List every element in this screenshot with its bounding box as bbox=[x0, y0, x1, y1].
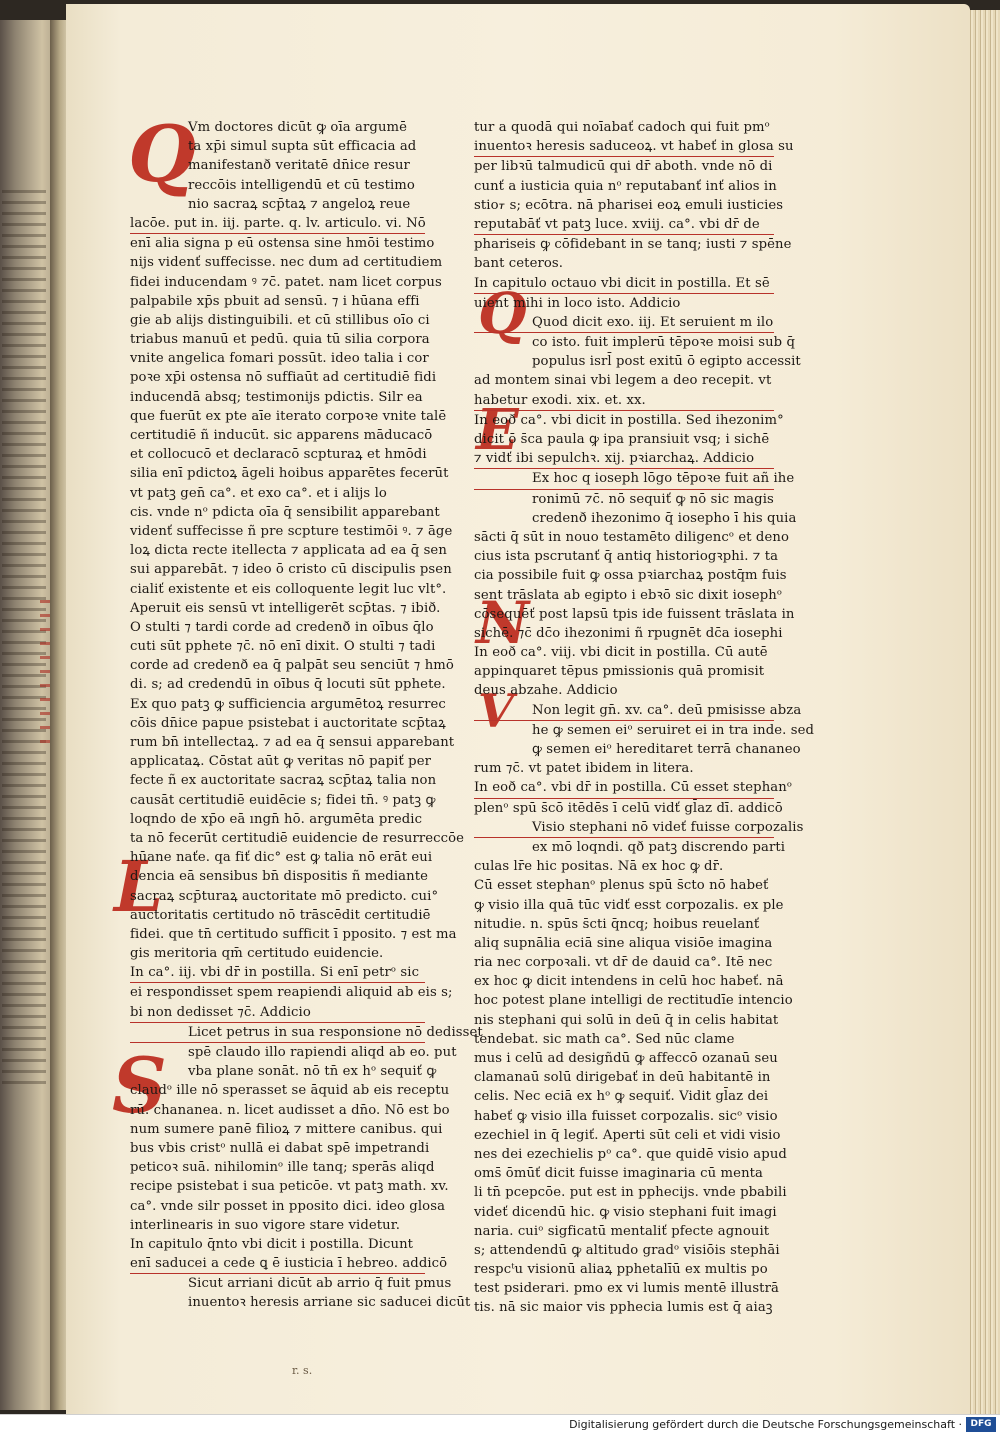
text-line: loꝝ dicta recte itellecta ⁊ applicata ad ea q̄ sen bbox=[130, 543, 447, 559]
text-line: causāt certitudiē euidēcie s; fidei tn̄. ꝰ patꝫ ꝙ bbox=[130, 792, 436, 808]
text-line: et collocucō et declaracō scpturaꝝ et hmōdi bbox=[130, 447, 427, 463]
text-line: num sumere panē filioꝝ ⁊ mittere canibus. qui bbox=[130, 1121, 443, 1137]
initial-s-left: S bbox=[112, 1041, 167, 1130]
text-line: cuti sūt pphete ⁊c̄. nō enī dixit. O stulti ⁊ tadi bbox=[130, 639, 436, 655]
text-line: loqndo de xp̄o eā ıngn̄ hō. argumēta predic bbox=[130, 811, 423, 827]
text-line: habetur exodi. xix. et. xx. bbox=[474, 391, 774, 411]
page-fore-edge bbox=[968, 10, 1000, 1414]
text-line: dicit ō s̄ca paula ꝙ ipa pransiuit vsq; i sichē bbox=[474, 432, 770, 447]
text-line: ezechiel in q̄ legiť. Aperti sūt celi et vidi visio bbox=[474, 1127, 781, 1143]
text-line: rū. chananea. n. licet audisset a dn̄o. Nō est bo bbox=[130, 1102, 450, 1118]
text-line: deus abzahe. Addicio bbox=[474, 683, 618, 699]
text-line: hoc potest plane intelligi de rectitudīe intencio bbox=[474, 993, 793, 1009]
text-line: dencia eā sensibus bn̄ dispositis ñ mediante bbox=[130, 869, 429, 885]
text-line: claudᵒ ille nō sperasset se āquid ab eis receptu bbox=[130, 1083, 450, 1099]
text-line: cis. vnde nᵒ pdicta oīa q̄ sensibilit apparebant bbox=[130, 504, 440, 520]
text-line: Cū esset stephanᵒ plenus spū s̄cto nō habeť bbox=[474, 878, 769, 894]
catchword: r. s. bbox=[292, 1364, 313, 1377]
text-line: nes dei ezechielis pᵒ ca°. que quidē visio apud bbox=[474, 1146, 787, 1162]
text-line: reputabāť vt patꝫ luce. xviij. ca°. vbi dr̄ de bbox=[474, 215, 774, 235]
text-line: corde ad credenð ea q̄ palpāt seu senciūt ⁊ hmō bbox=[130, 658, 454, 674]
text-line: hūane naťe. qa fiť dic° est ꝙ talia nō erāt eui bbox=[130, 850, 433, 866]
text-line: cunť a iusticia quia nᵒ reputabanť inť alios in bbox=[474, 178, 777, 194]
text-line: tur a quodā qui noīabať cadoch qui fuit pmᵒ bbox=[474, 120, 770, 135]
initial-l-left: L bbox=[114, 845, 164, 928]
text-line: tis. nā sic maior vis pphecia lumis est q̄ aiaꝫ bbox=[474, 1300, 773, 1316]
text-line: interlinearis in suo vigore stare videtur. bbox=[130, 1217, 401, 1233]
text-line: sācti q̄ sūt in nouo testamēto diligencᵒ et deno bbox=[474, 529, 790, 545]
text-line: s; attendendū ꝙ altitudo gradᵒ visiōis stephāi bbox=[474, 1242, 780, 1258]
text-line: In eoð ca°. viij. vbi dicit in postilla. Cū autē bbox=[474, 645, 768, 661]
text-line: mus i celū ad desigñdū ꝙ affeccō ozanaū seu bbox=[474, 1051, 778, 1066]
text-line: manifestanð veritatē dn̄ice resur bbox=[188, 158, 410, 174]
text-line: culas lr̄e hic positas. Nā ex hoc ꝙ dr̄. bbox=[474, 859, 724, 875]
text-line: que fuerūt ex pte aīe iterato corpoꝛe vnite talē bbox=[130, 408, 447, 424]
text-line: sacraꝝ scp̄turaꝝ auctoritate mō predicto. cui° bbox=[130, 888, 439, 904]
text-line: ta xp̄i simul supta sūt efficacia ad bbox=[188, 139, 417, 155]
text-line: sent trāslata ab egipto i ebꝛō sic dixit iosephᵒ bbox=[474, 587, 783, 603]
text-line: credenð ihezonimo q̄ iosepho ī his quia bbox=[532, 510, 797, 526]
text-line: di. s; ad credendū in oībus q̄ locuti sūt pphete. bbox=[130, 677, 446, 693]
text-line: cōsequēť post lapsū tpis ide fuissent trāslata in bbox=[474, 606, 795, 622]
text-line: ex hoc ꝙ dicit intendens in celū hoc habeť. nā bbox=[474, 974, 784, 990]
text-line: plenᵒ spū s̄cō itēdēs ī celū vidť gl̄az dī. addicō bbox=[474, 800, 783, 816]
initial-v-right: V bbox=[478, 684, 514, 738]
dfg-logo: DFG bbox=[966, 1417, 996, 1432]
text-line: Quod dicit exo. iij. Et seruient m ilo bbox=[474, 313, 774, 333]
text-line: co isto. fuit implerū tēpoꝛe moisi sub q̄ bbox=[532, 335, 796, 351]
footer-bar bbox=[0, 1414, 1000, 1435]
text-line: Ex quo patꝫ ꝙ sufficiencia argumētoꝝ resurrec bbox=[130, 696, 446, 712]
text-line: In capitulo octauo vbi dicit in postilla. Et sē bbox=[474, 274, 774, 294]
text-line: fecte ñ ex auctoritate sacraꝝ scp̄taꝝ talia non bbox=[130, 773, 437, 789]
text-line: In eoð ca°. vbi dr̄ in postilla. Cū esset stephanᵒ bbox=[474, 778, 774, 798]
text-line: per libꝛū talmudicū qui dr̄ aboth. vnde nō di bbox=[474, 159, 773, 175]
text-line: Aperuit eis sensū vt intelligerēt scp̄tas. ⁊ ibið. bbox=[130, 600, 441, 616]
text-line: inuentoꝛ heresis arriane sic saducei dicūt bbox=[188, 1295, 471, 1311]
text-line: rum ⁊c̄. vt patet ibidem in litera. bbox=[474, 761, 694, 777]
text-line: bus vbis cristᵒ nullā ei dabat spē impetrandi bbox=[130, 1140, 430, 1156]
text-line: oms̄ ōmūť dicit fuisse imaginaria cū menta bbox=[474, 1166, 764, 1182]
text-line: ta nō fecerūt certitudiē euidencie de resurreccōe bbox=[130, 830, 465, 846]
text-line: Licet petrus in sua responsione nō dedisset bbox=[130, 1023, 425, 1043]
text-line: gis meritoria qm̄ certitudo euidencie. bbox=[130, 946, 384, 962]
text-line: Vm doctores dicūt ꝙ oīa argumē bbox=[188, 120, 408, 135]
text-line: cius ista pscrutanť q̄ antiq historiogꝛphi. ⁊ ta bbox=[474, 549, 779, 565]
text-line: phariseis ꝙ cōfidebant in se tanq; iusti ⁊ spēne bbox=[474, 237, 792, 253]
text-line: In ca°. iij. vbi dr̄ in postilla. Si enī petrᵒ sic bbox=[130, 963, 425, 983]
text-line: he ꝙ semen eiᵒ seruiret ei in tra inde. sed bbox=[532, 722, 815, 738]
initial-q-right: Q bbox=[478, 281, 527, 347]
initial-e-right: E bbox=[476, 397, 519, 463]
text-line: aliq supnālia eciā sine aliqua visiōe imagina bbox=[474, 935, 773, 951]
text-line: ꝙ semen eiᵒ hereditaret terrā chananeo bbox=[532, 742, 801, 757]
text-line: certitudiē ñ inducūt. sic apparens māducacō bbox=[130, 428, 433, 443]
text-line: inuentoꝛ heresis saduceoꝝ. vt habeť in glosa su bbox=[474, 137, 774, 157]
text-line: ronimū ⁊c̄. nō sequiť ꝙ nō sic magis bbox=[532, 491, 774, 507]
text-line: auctoritatis certitudo nō trāscēdit certitudiē bbox=[130, 907, 431, 923]
text-line: vba plane sonāt. nō tn̄ ex hᵒ sequiť ꝙ bbox=[188, 1064, 437, 1080]
text-line: Ex hoc q ioseph lōgo tēpoꝛe fuit añ ihe bbox=[474, 469, 774, 489]
text-line: triabus manuū et pedū. quia tū silia corpora bbox=[130, 332, 430, 348]
text-line: tendebat. sic math ca°. Sed nūc clame bbox=[474, 1031, 735, 1047]
text-line: celis. Nec eciā ex hᵒ ꝙ sequiť. Vidit gl̄az dei bbox=[474, 1089, 769, 1105]
text-line: In eoð ca°. vbi dicit in postilla. Sed ihezonim° bbox=[474, 412, 784, 428]
text-line: vt patꝫ gen̄ ca°. et exo ca°. et i alijs lo bbox=[130, 485, 387, 501]
text-line: cōis dn̄ice papue psistebat i auctoritate scp̄taꝝ bbox=[130, 715, 446, 731]
text-line: sui apparebāt. ⁊ ideo ō cristo cū discipulis psen bbox=[130, 562, 452, 578]
text-line: nio sacraꝝ scp̄taꝝ ⁊ angeloꝝ reue bbox=[188, 196, 411, 212]
text-line: poꝛe xp̄i ostensa nō suffiaūt ad certitudiē fidi bbox=[130, 370, 437, 386]
text-line: nijs videnť suffecisse. nec dum ad certitudiem bbox=[130, 255, 443, 271]
facing-page-rubrics bbox=[40, 600, 50, 750]
text-line: videnť suffecisse ñ pre scpture testimōi ꝰ. ⁊ āge bbox=[130, 523, 453, 539]
text-line: bi non dedisset ⁊c̄. Addicio bbox=[130, 1003, 425, 1023]
text-line: ex mō loqndi. qð patꝫ discrendo parti bbox=[532, 839, 786, 855]
text-line: recipe psistebat i sua peticōe. vt patꝫ math. xv. bbox=[130, 1179, 449, 1195]
text-line: populus isrl̄ post exitū ō egipto accessit bbox=[532, 354, 801, 370]
text-line: li tn̄ pcepcōe. put est in pphecijs. vnde pbabili bbox=[474, 1185, 787, 1201]
text-line: habeť ꝙ visio illa fuisset corpozalis. sicᵒ visio bbox=[474, 1108, 778, 1124]
text-line: enī saducei a cede ꝗ ē iusticia ī hebreo. addicō bbox=[130, 1254, 425, 1274]
text-line: Non legit gn̄. xv. ca°. deū pmisisse abza bbox=[474, 701, 774, 721]
text-line: ria nec corpoꝛali. vt dr̄ de dauid ca°. Itē nec bbox=[474, 955, 773, 971]
text-line: silia enī pdictoꝝ āgeli hoibus apparētes fecerūt bbox=[130, 466, 449, 482]
text-line: appinquaret tēpus pmissionis quā promisit bbox=[474, 664, 765, 680]
text-line: nis stephani qui solū in deū q̄ in celis habitat bbox=[474, 1012, 779, 1028]
footer-credit: Digitalisierung gefördert durch die Deutsche Forschungsgemeinschaft · bbox=[569, 1418, 962, 1431]
text-line: peticoꝛ suā. nihilominᵒ ille tanq; sperās aliqd bbox=[130, 1160, 435, 1176]
initial-q-left: Q bbox=[128, 109, 196, 200]
text-line: uient mihi in loco isto. Addicio bbox=[474, 295, 681, 311]
text-line: reccōis intelligendū et cū testimo bbox=[188, 177, 415, 193]
text-line: videť dicendū hic. ꝙ visio stephani fuit imagi bbox=[474, 1204, 777, 1220]
text-line: enī alia signa p eū ostensa sine hmōi testimo bbox=[130, 236, 435, 252]
text-line: respcᵗu visionū aliaꝝ pphetalīū ex multis po bbox=[474, 1262, 768, 1278]
text-line: spē claudo illo rapiendi aliqd ab eo. put bbox=[188, 1045, 457, 1060]
text-line: ei respondisset spem reapiendi aliquid ab eis s; bbox=[130, 985, 453, 1001]
text-line: naria. cuiᵒ sigficatū mentaliť pfecte agnouit bbox=[474, 1223, 770, 1239]
text-line: ad montem sinai vbi legem a deo recepit. vt bbox=[474, 373, 772, 389]
text-line: ca°. vnde silr posset in pposito dici. ideo glosa bbox=[130, 1198, 446, 1214]
text-column-right bbox=[474, 118, 815, 1318]
text-line: In capitulo q̄nto vbi dicit i postilla. Dicunt bbox=[130, 1236, 414, 1252]
text-line: Sicut arriani dicūt ab arrio q̄ fuit pmus bbox=[188, 1276, 452, 1292]
text-line: ꝙ visio illa quā tūc vidť esst corpozalis. ex ple bbox=[474, 897, 784, 913]
text-line: ⁊ vidť ibi sepulchꝛ. xij. pꝛiarchaꝝ. Addicio bbox=[474, 449, 774, 469]
text-line: lacōe. put in. iij. parte. q. lv. articulo. vi. Nō bbox=[130, 214, 425, 234]
initial-n-right: N bbox=[476, 589, 530, 657]
text-line: bant ceteros. bbox=[474, 256, 564, 272]
text-line: rum bn̄ intellectaꝝ. ⁊ ad ea q̄ sensui apparebant bbox=[130, 735, 455, 750]
text-line: nitudie. n. spūs s̄cti q̄ncq; hoibus reuelanť bbox=[474, 916, 760, 932]
text-line: Visio stephani nō videť fuisse corpozalis bbox=[474, 818, 774, 838]
text-line: palpabile xp̄s pbuit ad sensū. ⁊ i hūana effi bbox=[130, 293, 420, 309]
text-line: gie ab alijs distinguibili. et cū stillibus oīo ci bbox=[130, 312, 430, 328]
text-column-left bbox=[128, 109, 483, 1313]
text-line: inducendā absq; testimonijs pdictis. Silr ea bbox=[130, 389, 423, 405]
text-line: fidei. que tn̄ certitudo sufficit ī pposito. ⁊ est ma bbox=[130, 926, 457, 942]
text-line: cialiť existente et eis colloquente legit luc vlt°. bbox=[130, 581, 447, 597]
text-line: vnite angelica fomari possūt. ideo talia i cor bbox=[130, 351, 429, 367]
text-line: O stulti ⁊ tardi corde ad credenð in oībus q̄lo bbox=[130, 619, 434, 635]
text-line: fidei inducendam ꝰ ⁊c̄. patet. nam licet corpus bbox=[130, 274, 442, 290]
text-line: test psiderari. pmo ex vi lumis mentē illustrā bbox=[474, 1281, 779, 1297]
text-line: cia possibile fuit ꝙ ossa pꝛiarchaꝝ postq̄m fuis bbox=[474, 568, 787, 584]
text-line: stio꛵ s; ecōtra. nā pharisei eoꝝ emuli iusticies bbox=[474, 197, 784, 213]
text-line: clamanaū solū dirigebať in deū habitantē in bbox=[474, 1070, 771, 1086]
text-line: sichē. ⁊c̄ dc̄o ihezonimi ñ rpugnēt dc̄a iosephi bbox=[474, 625, 783, 641]
text-line: applicataꝝ. Cōstat aūt ꝙ veritas nō papiť per bbox=[130, 754, 432, 770]
